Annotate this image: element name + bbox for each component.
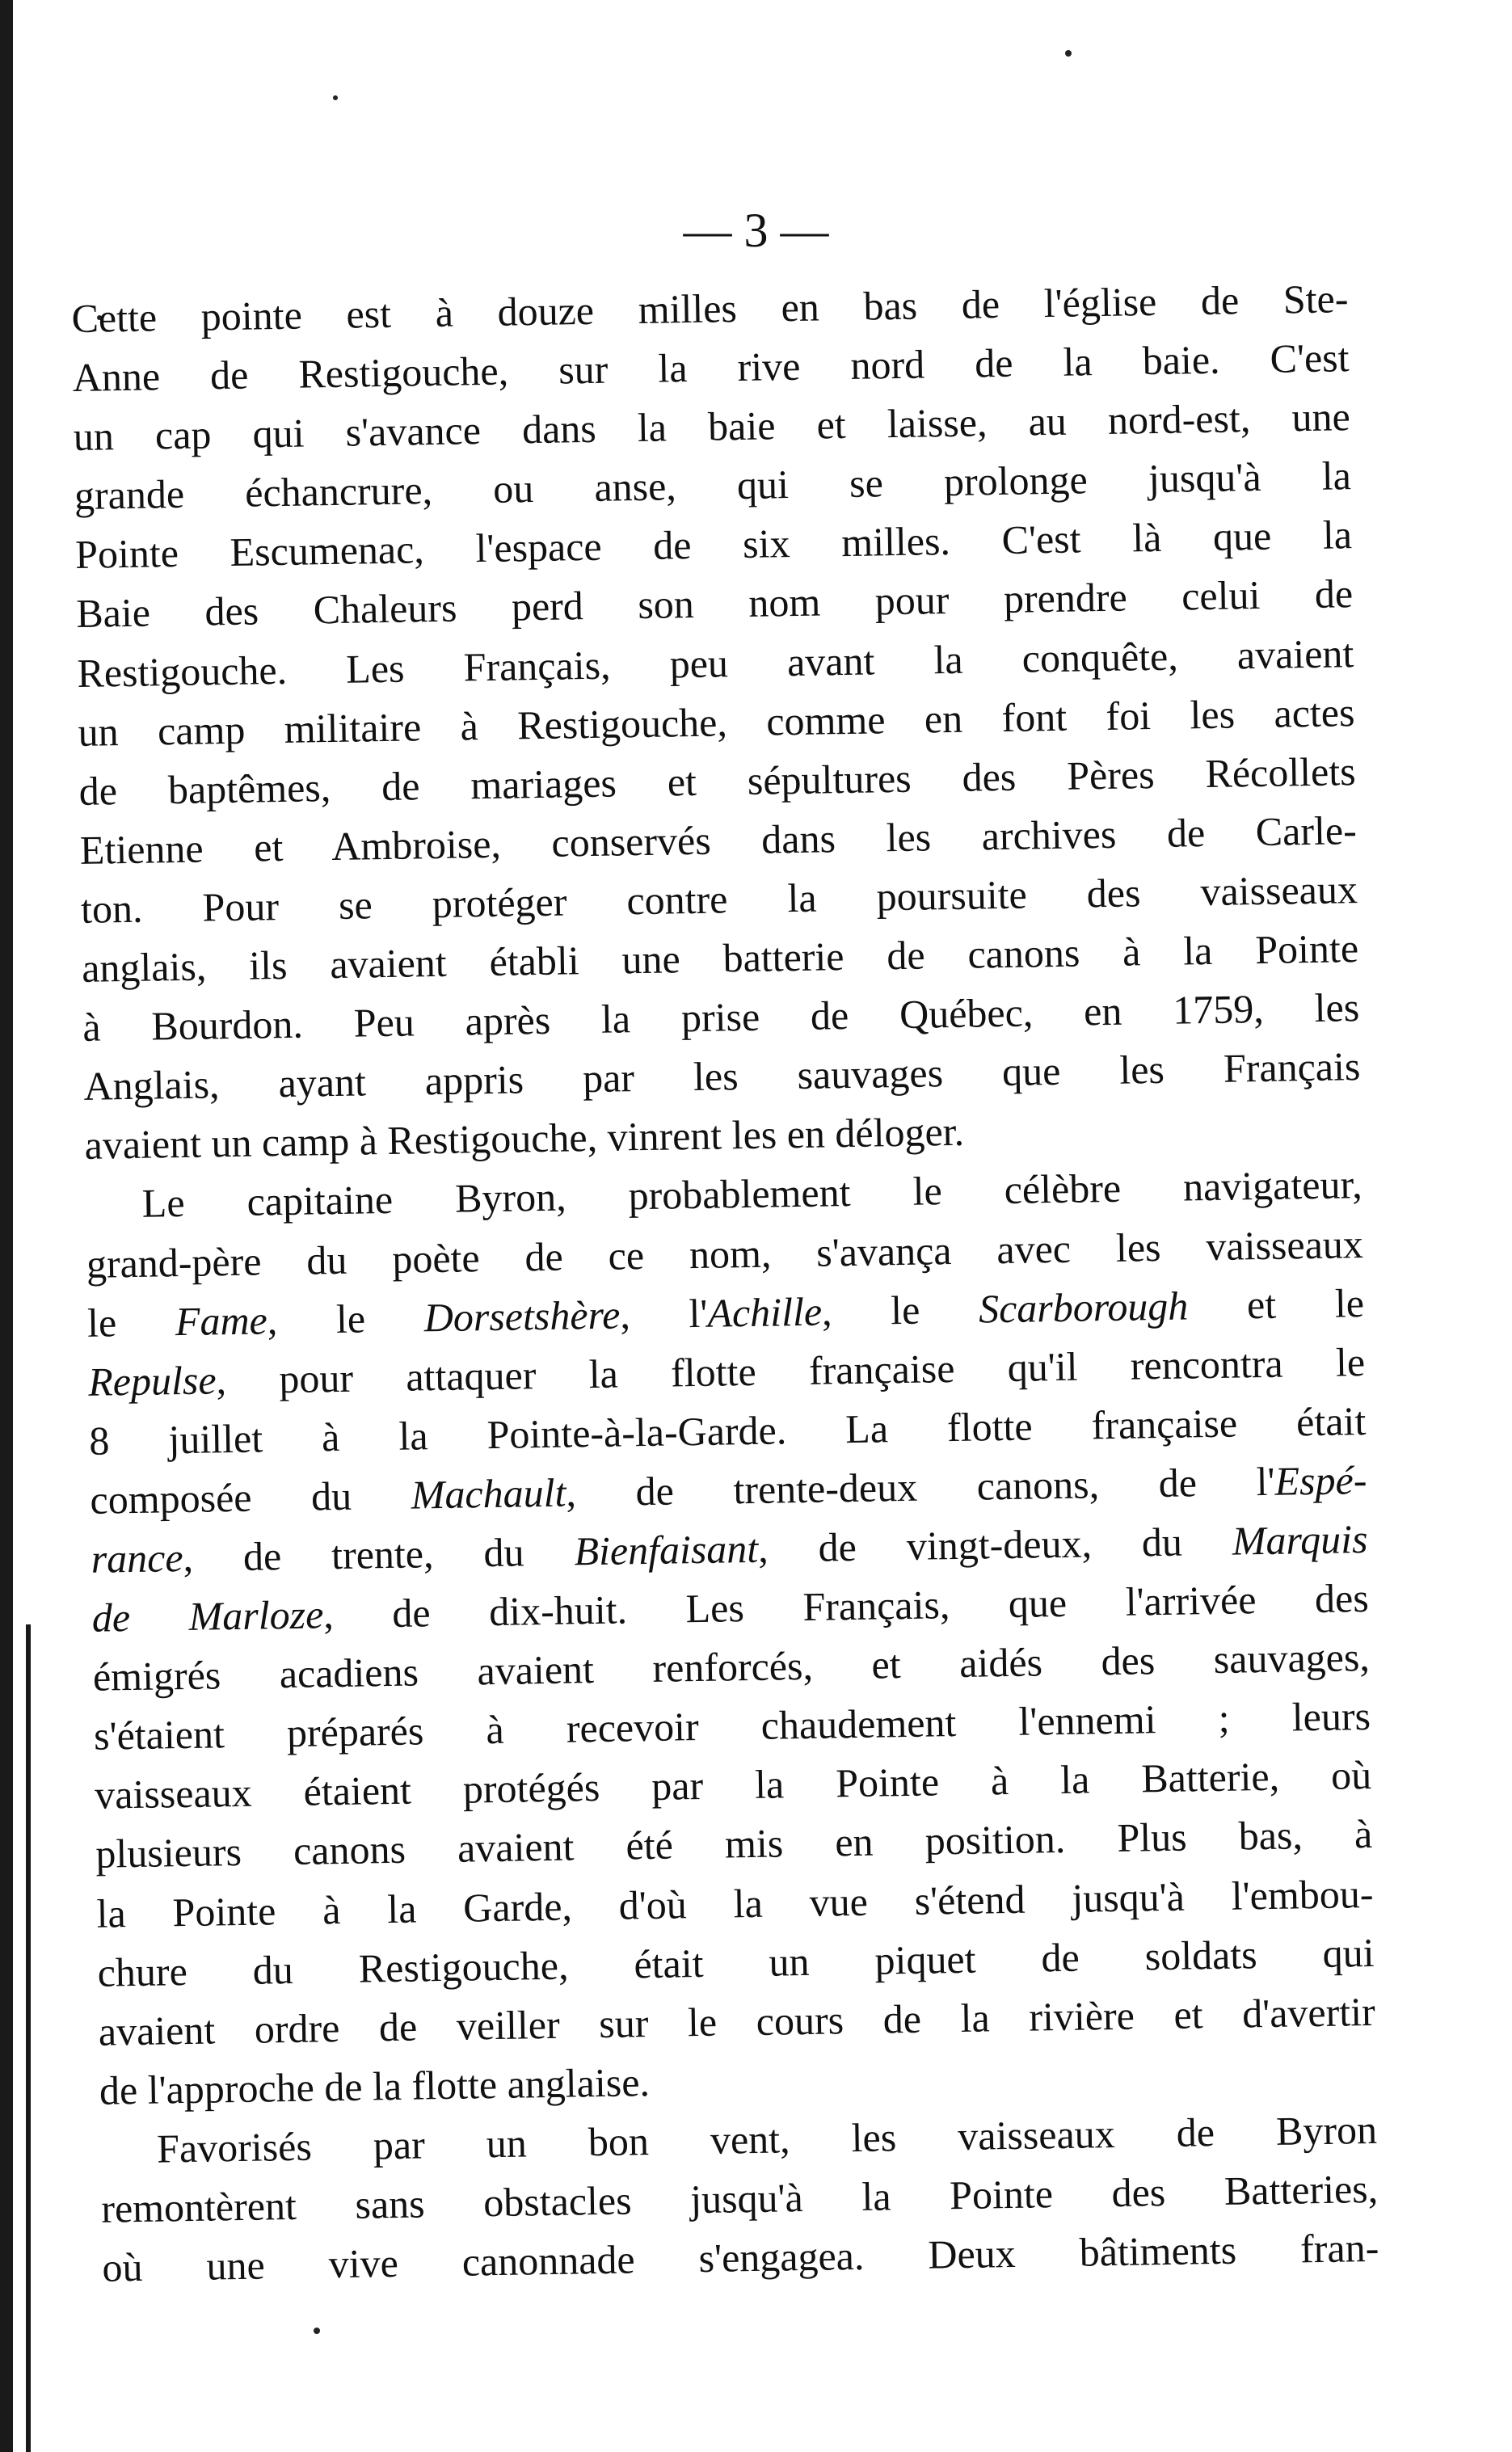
text-line: Cette pointe est à douze milles en bas de l'église de Ste- [71, 276, 1349, 341]
text-line: Baie des Chaleurs perd son nom pour prendre celui de [75, 571, 1354, 637]
binding-edge-shadow [0, 0, 13, 2452]
text-line: 8 juillet à la Pointe-à-la-Garde. La flotte française était [88, 1397, 1367, 1464]
plain-text: , pour attaquer la flotte française qu'il rencontra le [216, 1338, 1366, 1403]
text-line: un cap qui s'avance dans la baie et laisse, au nord-est, une [73, 394, 1351, 460]
plain-text: , de dix-huit. Les Français, que l'arrivée des [322, 1575, 1370, 1637]
ship-name: Machault [411, 1469, 566, 1518]
ship-name: Dorsetshère [423, 1291, 621, 1340]
scan-speck [1065, 50, 1072, 57]
text-line: Etienne et Ambroise, conservés dans les archives de Carle- [79, 807, 1358, 873]
binding-edge-line [26, 1624, 31, 2452]
text-line: un camp militaire à Restigouche, comme en font foi les actes [78, 689, 1355, 755]
text-line: chure du Restigouche, était un piquet de soldats qui [97, 1929, 1375, 1995]
plain-text: le [86, 1298, 176, 1346]
plain-text: , le [267, 1294, 425, 1342]
ship-name: Marquis [1232, 1515, 1368, 1564]
text-line: vaisseaux étaient protégés par la Pointe à la Batterie, où [94, 1752, 1372, 1818]
text-line: émigrés acadiens avaient renforcés, et aidés des sauvages, [92, 1634, 1371, 1700]
text-line: où une vive canonnade s'engagea. Deux bâtiments fran- [102, 2224, 1379, 2290]
ship-name: rance [91, 1534, 183, 1582]
text-line: Anne de Restigouche, sur la rive nord de la baie. C'est [72, 335, 1350, 401]
text-line: anglais, ils avaient établi une batterie de canons à la Pointe [81, 925, 1359, 991]
plain-text: composée du [90, 1472, 412, 1523]
ship-name: de Marloze [91, 1591, 324, 1641]
text-line: de baptêmes, de mariages et sépultures des Pères Récollets [78, 748, 1356, 814]
text-line: de l'approche de la flotte anglaise. [99, 2058, 651, 2113]
text-line: ton. Pour se protéger contre la poursuite des vaisseaux [80, 866, 1358, 932]
text-line: s'étaient préparés à recevoir chaudement l'ennemi ; leurs [93, 1693, 1371, 1759]
page-number: — 3 — [683, 204, 829, 257]
text-line: plusieurs canons avaient été mis en position. Plus bas, à [95, 1811, 1373, 1877]
body-text [71, 269, 1379, 2298]
plain-text: , le [821, 1286, 979, 1334]
text-line: Favorisés par un bon vent, les vaisseaux de Byron [156, 2106, 1378, 2172]
ship-name: Repulse [87, 1357, 217, 1405]
scan-speck [314, 2328, 320, 2334]
ship-name: Bienfaisant [573, 1525, 759, 1574]
text-line: grand-père du poète de ce nom, s'avança avec les vaisseaux [86, 1220, 1364, 1287]
text-line: Restigouche. Les Français, peu avant la conquête, avaient [77, 630, 1354, 696]
text-line: Le capitaine Byron, probablement le célèbre navigateur, [141, 1161, 1363, 1227]
ship-name: Fame [175, 1296, 268, 1344]
text-line: avaient ordre de veiller sur le cours de la rivière et d'avertir [98, 1988, 1376, 2054]
text-line: avaient un camp à Restigouche, vinrent les en déloger. [84, 1109, 965, 1169]
ship-name: Achille [706, 1288, 823, 1336]
text-line: Anglais, ayant appris par les sauvages que les Français [83, 1043, 1361, 1110]
plain-text: , de vingt-deux, du [757, 1518, 1233, 1571]
text-line: remontèrent sans obstacles jusqu'à la Pointe des Batteries, [100, 2165, 1379, 2231]
plain-text: , de trente, du [183, 1528, 575, 1580]
ship-name: Espé- [1274, 1456, 1367, 1504]
plain-text: , l' [619, 1290, 708, 1338]
ship-name: Scarborough [978, 1283, 1189, 1332]
text-line: grande échancrure, ou anse, qui se prolonge jusqu'à la [74, 453, 1352, 519]
text-line: à Bourdon. Peu après la prise de Québec, en 1759, les [82, 984, 1360, 1051]
text-line: Pointe Escumenac, l'espace de six milles. C'est là que la [74, 512, 1353, 578]
scan-speck [333, 95, 338, 100]
text-line: la Pointe à la Garde, d'où la vue s'étend jusqu'à l'embou- [96, 1870, 1374, 1936]
plain-text: et le [1187, 1279, 1365, 1329]
plain-text: , de trente-deux canons, de l' [565, 1458, 1275, 1515]
